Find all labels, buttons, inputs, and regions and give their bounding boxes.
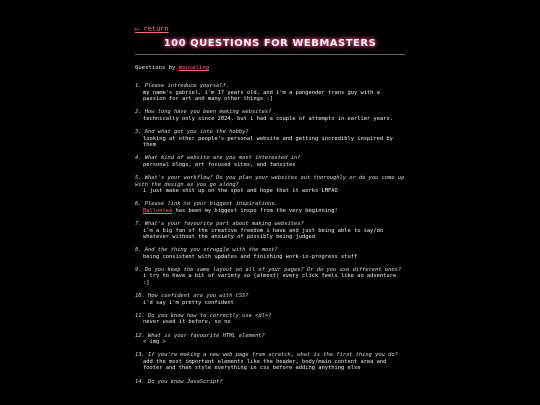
question-item [135,247,405,260]
question-item [135,83,405,103]
question-item [135,293,405,306]
byline-prefix: Questions by [135,65,179,71]
question-text: 2. How long have you been making websites? [135,109,272,116]
answer-text: being consistent with updates and finishing work-in-progress stuff [143,253,358,260]
answer-text: technically only since 2024, but i had a couple of attempts in earlier years. [143,115,393,122]
question-text: 12. What is your favourite HTML element? [135,332,265,339]
question-text: 11. Do you know how to correctly use <dl>? [135,312,272,319]
answer-text: add the most important elements like the header, body/main content area and footer and then style everything in css before adding anything else [143,358,387,372]
answer-text: < img > [143,339,166,346]
question-text: 3. And what got you into the hobby? [135,128,249,135]
return-link[interactable]: ⟵ return [135,25,169,33]
question-item [135,267,405,287]
answer-text: i'd say i'm pretty confident [143,299,234,306]
question-text: 14. Do you know JavaScript? [135,378,223,385]
question-item [135,379,405,386]
question-text: 10. How confident are you with CSS? [135,293,249,300]
answer-text: i'm a big fan of the creative freedom i have and just being able to say/do whatever without the anxiety of possibly being judged [143,227,384,241]
question-text: 5. What's your workflow? Do you plan your websites out thoroughly or do you come up with the design as you go along? [135,174,405,188]
answer-text: my name's gabriel, i'm 17 years old, and i'm a pangender trans guy with a passion for art and many other things :] [143,89,380,103]
question-item [135,155,405,168]
byline [135,65,405,71]
question-item [135,221,405,241]
content-column [135,16,405,392]
answer-text: i try to have a bit of variety so (almost) every click feels like an adventure :] [143,273,397,287]
answer-text: never used it before, so no [143,319,231,326]
question-text: 9. Do you keep the same layout on all of your pages? Or do you use different ones? [135,266,402,273]
page-title: 100 QUESTIONS FOR WEBMASTERS [163,38,377,49]
answer-text [135,208,405,215]
title-divider [135,54,405,55]
question-item [135,129,405,149]
answer-rest: has been my biggest inspo from the very beginning! [172,207,338,214]
question-text: 1. Please introduce yourself. [135,83,230,89]
answer-text: personal blogs, art focused sites, and fansites [143,161,296,168]
question-item [135,352,405,372]
question-text: 13. If you're making a new web page from scratch, what is the first thing you do? [135,352,398,359]
question-item [135,313,405,326]
byline-author-link[interactable]: mouseling [178,65,210,71]
question-text: 4. What kind of website are you most interested in? [135,155,301,162]
question-item [135,175,405,195]
question-text: 7. What's your favourite part about making websites? [135,220,304,227]
question-item [135,109,405,122]
answer-text: looking at other people's personal website and getting incredibly inspired by them [143,135,393,149]
inspiration-link[interactable]: Ballonlea [143,207,173,214]
question-item [135,333,405,346]
answer-text: i just make shit up on the spot and hope that it works LMFAO [143,188,338,195]
question-text: 8. And the thing you struggle with the most? [135,247,278,254]
question-text: 6. Please link to your biggest inspirations. [135,201,278,208]
question-item [135,201,405,214]
question-list [135,83,405,385]
